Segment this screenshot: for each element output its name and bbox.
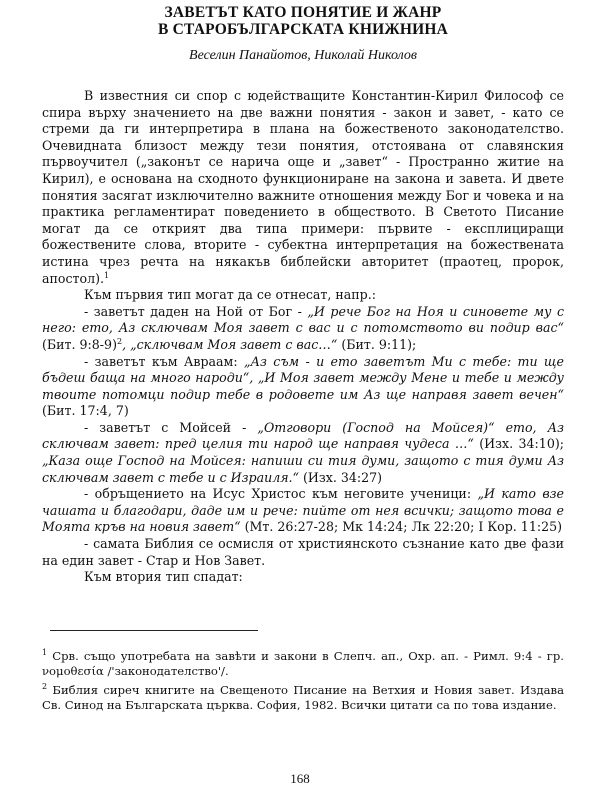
article-title — [42, 4, 564, 38]
page-number: 168 — [290, 771, 310, 786]
paragraph-second-type: Към втория тип спадат: — [84, 569, 243, 585]
list-item-noah-ref: (Бит. 9:8-9) — [42, 336, 117, 352]
list-item-jesus-lead: - обръщението на Исус Христос към неговите ученици: — [84, 486, 478, 502]
list-item-noah-quote-2: , „сключвам Моя завет с вас…“ — [122, 336, 338, 352]
list-item-noah-quote: „И рече Бог на Ноя и синовете му с него: ето, Аз сключвам Моя завет с вас и с потомството ви подир вас“ — [42, 303, 564, 336]
footnote-separator — [50, 630, 258, 631]
paragraph-intro-text: В известния си спор с юдействащите Константин-Кирил Философ се спира върху значението на две важни понятия - закон и завет, - като се стреми да ги интерпретира в плана на божественото законодателство. Очевидната близост между тези понятия, отстоявана от славянския първоучител („законът се нарича още и „завет“ - Пространно житие на Кирил), е основана на сходното функциониране на закона и завета. И двете понятия засягат изключително важните отношения между Бог и човека и на практика регламентират поведението в обществото. В Светото Писание могат да се открият два типа примери: първите - експлициращи божествените слова, вторите - субектна интерпретация на божествената истина чрез речта на някакъв библейски авторитет (праотец, пророк, апостол). — [42, 88, 564, 286]
paragraph-first-type: Към първия тип могат да се отнесат, напр.: — [84, 287, 376, 303]
footnote-2 — [42, 683, 564, 714]
list-item-jesus — [42, 486, 564, 536]
list-item-moses-quote: „Отговори (Господ на Мойсея)“ ето, Аз сключвам завет: пред целия ти народ ще направя чудеса …“ — [42, 419, 564, 452]
footnote-ref-2: 2 — [117, 336, 123, 346]
list-item-moses-quote-2: „Каза още Господ на Мойсея: напиши си тия думи, защото с тия думи Аз сключвам завет с тебе и с Израиля.“ — [42, 453, 564, 485]
list-item-abraham — [42, 354, 564, 420]
list-item-jesus-ref: (Мт. 26:27-28; Мк 14:24; Лк 22:20; I Кор. 11:25) — [240, 519, 563, 535]
list-item-abraham-quote: „Аз съм - и ето заветът Ми с тебе: ти ще бъдеш баща на много народи“, „И Моя завет между Мене и тебе и между твоите потомци подир тебе в родовете им Аз ще направя завет вечен“ — [42, 353, 564, 402]
list-item-moses-ref: (Изх. 34:10); — [473, 436, 564, 452]
footnote-1 — [42, 649, 564, 680]
list-item-moses-ref-2: (Изх. 34:27) — [299, 469, 383, 485]
footnote-1-mark: 1 — [42, 647, 48, 657]
authors: Веселин Панайотов, Николай Николов — [189, 48, 417, 63]
list-item-bible: - самата Библия се осмисля от християнското съзнание като две фази на един завет - Стар и Нов Завет. — [42, 536, 564, 568]
list-item-abraham-lead: - заветът към Авраам: — [84, 353, 244, 369]
footnote-2-mark: 2 — [42, 681, 48, 691]
article-page — [42, 4, 564, 717]
list-item-noah-ref-2: (Бит. 9:11); — [337, 336, 417, 352]
list-item-moses-lead: - заветът с Мойсей - — [84, 419, 258, 435]
title-line-1: ЗАВЕТЪТ КАТО ПОНЯТИЕ И ЖАНР — [164, 4, 442, 21]
footnote-ref-1: 1 — [104, 270, 110, 280]
list-item-moses — [42, 420, 564, 486]
list-item-noah — [42, 304, 564, 354]
paragraph-intro — [42, 88, 564, 287]
title-line-2: В СТАРОБЪЛГАРСКАТА КНИЖНИНА — [157, 21, 449, 38]
footnotes — [42, 649, 564, 714]
list-item-jesus-quote: „И като взе чашата и благодари, даде им и рече: пийте от нея всички; защото това е Моята кръв на новия завет“ — [42, 486, 565, 535]
footnote-1-text: Срв. също употребата на завѣти и закони в Слепч. ап., Охр. ап. - Римл. 9:4 - гр. νομοθεσία /'законодателство'/. — [42, 648, 564, 679]
list-item-abraham-ref: (Бит. 17:4, 7) — [42, 403, 129, 419]
list-item-noah-lead: - заветът даден на Ной от Бог - — [84, 303, 308, 319]
footnote-2-text: Библия сиреч книгите на Свещеното Писание на Ветхия и Новия завет. Издава Св. Синод на Българската църква. София, 1982. Всички цитати са по това издание. — [42, 682, 564, 713]
article-body — [42, 88, 564, 586]
